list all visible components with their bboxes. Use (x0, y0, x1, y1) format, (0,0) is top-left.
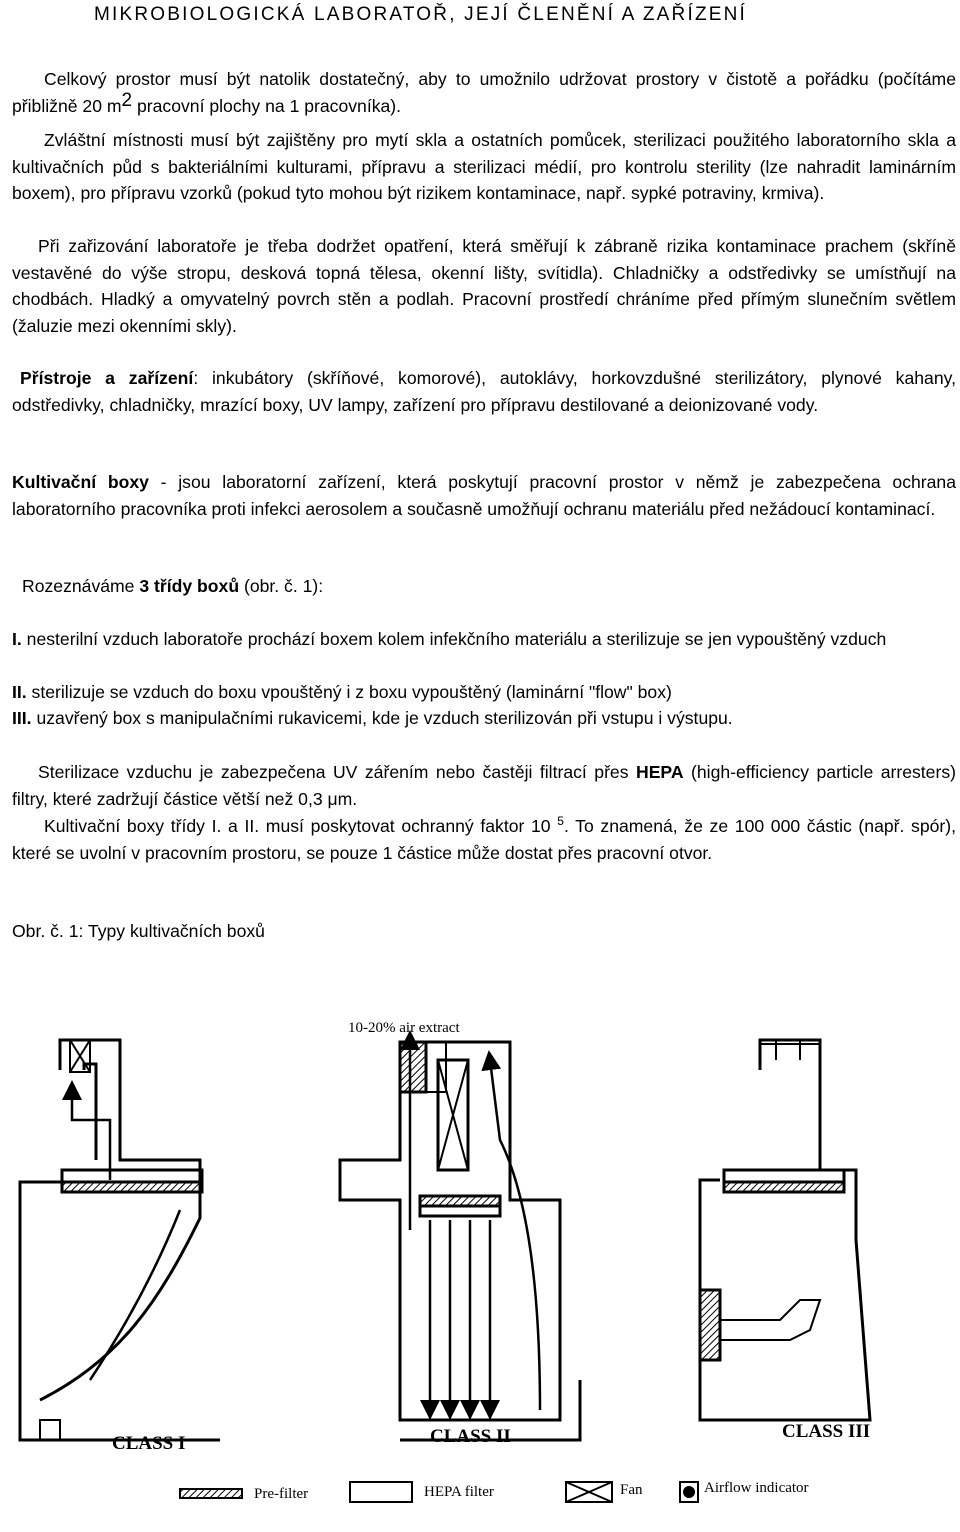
p6-text-b: (obr. č. 1): (239, 576, 324, 596)
class-3-label: CLASS III (782, 1421, 871, 1442)
biosafety-cabinet-figure (0, 1000, 960, 1532)
class-1-item (12, 626, 960, 653)
paragraph-contamination (12, 233, 956, 339)
hepa-symbol (350, 1482, 412, 1502)
paragraph-boxes (12, 469, 956, 522)
paragraph-protection-factor (12, 813, 956, 866)
class-3-text: uzavřený box s manipulačními rukavicemi, kde je vzduch sterilizován při vstupu i výstupu. (31, 708, 733, 728)
class-2-label: CLASS II (430, 1426, 511, 1447)
p3-text: Při zařizování laboratoře je třeba dodržet opatření, která směřují k zábraně rizika kontaminace prachem (skříně vestavěné do výše stropu, desková topná tělesa, okenní lišty, svítidla). Chladničky a odstředivky se umístňují na chodbách. Hladký a omyvatelný povrch stěn a podlah. Pracovní prostředí chráníme před přímým slunečním světlem (žaluzie mezi okenními skly). (12, 236, 956, 336)
legend-fan-label: Fan (620, 1482, 643, 1498)
class-2-number: II. (12, 682, 27, 702)
legend-airflow-label: Airflow indicator (704, 1480, 809, 1496)
class-1-text: nesterilní vzduch laboratoře prochází boxem kolem infekčního materiálu a sterilizuje se jen vypouštěný vzduch (21, 629, 887, 649)
p7-text-a: Sterilizace vzduchu je zabezpečena UV zářením nebo častěji filtrací přes (38, 762, 636, 782)
legend-hepa-label: HEPA filter (424, 1484, 494, 1500)
p5-text: - jsou laboratorní zařízení, která poskytují pracovní prostor v němž je zabezpečena ochrana laboratorního pracovníka proti infekci aerosolem a současně umožňují ochranu materiálu před nežádoucí kontaminací. (12, 472, 956, 519)
p1-superscript: 2 (121, 89, 133, 111)
p5-bold: Kultivační boxy (12, 472, 149, 492)
page-title: MIKROBIOLOGICKÁ LABORATOŘ, JEJÍ ČLENĚNÍ A ZAŘÍZENÍ (94, 4, 748, 25)
paragraph-devices (12, 365, 956, 418)
paragraph-sterilization (12, 759, 956, 812)
p4-text: : inkubátory (skříňové, komorové), autoklávy, horkovzdušné sterilizátory, plynové kahany, odstředivky, chladničky, mrazící boxy, UV lampy, zařízení pro přípravu destilované a deionizované vody. (12, 368, 956, 415)
p8-text-b: . To znamená, že ze 100 000 částic (např. spór), které se uvolní v pracovním prostoru, se pouze 1 částice může dostat přes pracovní otvor. (12, 816, 957, 863)
legend-prefilter-label: Pre-filter (254, 1486, 309, 1502)
p1-text-a: Celkový prostor musí být natolik dostatečný, aby to umožnilo udržovat prostory v čistotě a pořádku (počítáme přibližně 20 m (12, 69, 956, 116)
prefilter-symbol (180, 1489, 242, 1498)
class-2-airflow (410, 1040, 540, 1410)
class-1-label: CLASS I (112, 1433, 186, 1454)
class-3-number: III. (12, 708, 32, 728)
air-extract-label: 10-20% air extract (348, 1020, 460, 1036)
p6-bold: 3 třídy boxů (139, 576, 240, 596)
figure-caption: Obr. č. 1: Typy kultivačních boxů (12, 921, 265, 941)
class-1-cabinet (20, 1040, 220, 1440)
class-2-text: sterilizuje se vzduch do boxu vpouštěný i z boxu vypouštěný (laminární "flow" box) (26, 682, 672, 702)
p8-superscript: 5 (557, 814, 564, 829)
class-1-number: I. (12, 629, 22, 649)
p7-text-b: (high-efficiency particle arresters) filtry, které zadržují částice větší než 0,3 μm. (12, 762, 956, 809)
paragraph-classes-intro (12, 573, 956, 600)
p1-text-b: pracovní plochy na 1 pracovníka). (132, 95, 402, 116)
p7-bold: HEPA (635, 762, 684, 782)
p6-text-a: Rozeznáváme (22, 576, 140, 596)
paragraph-space (12, 66, 956, 119)
class-3-cabinet (700, 1040, 870, 1420)
p8-text-a: Kultivační boxy třídy I. a II. musí poskytovat ochranný faktor 10 (44, 816, 558, 836)
paragraph-rooms (12, 127, 956, 207)
p2-text: Zvláštní místnosti musí být zajištěny pro mytí skla a ostatních pomůcek, sterilizaci použitého laboratorního skla a kultivačních půd s bakteriálními kulturami, přípravu a sterilizaci médií, pro kontrolu sterility (lze nahradit laminárním boxem), pro přípravu vzorků (pokud tyto mohou být rizikem kontaminace, např. sypké potraviny, krmiva). (12, 130, 956, 203)
class-2-item (12, 679, 956, 706)
class-2-cabinet (340, 1042, 580, 1440)
p4-bold: Přístroje a zařízení (20, 368, 194, 388)
class-3-item (12, 705, 956, 732)
